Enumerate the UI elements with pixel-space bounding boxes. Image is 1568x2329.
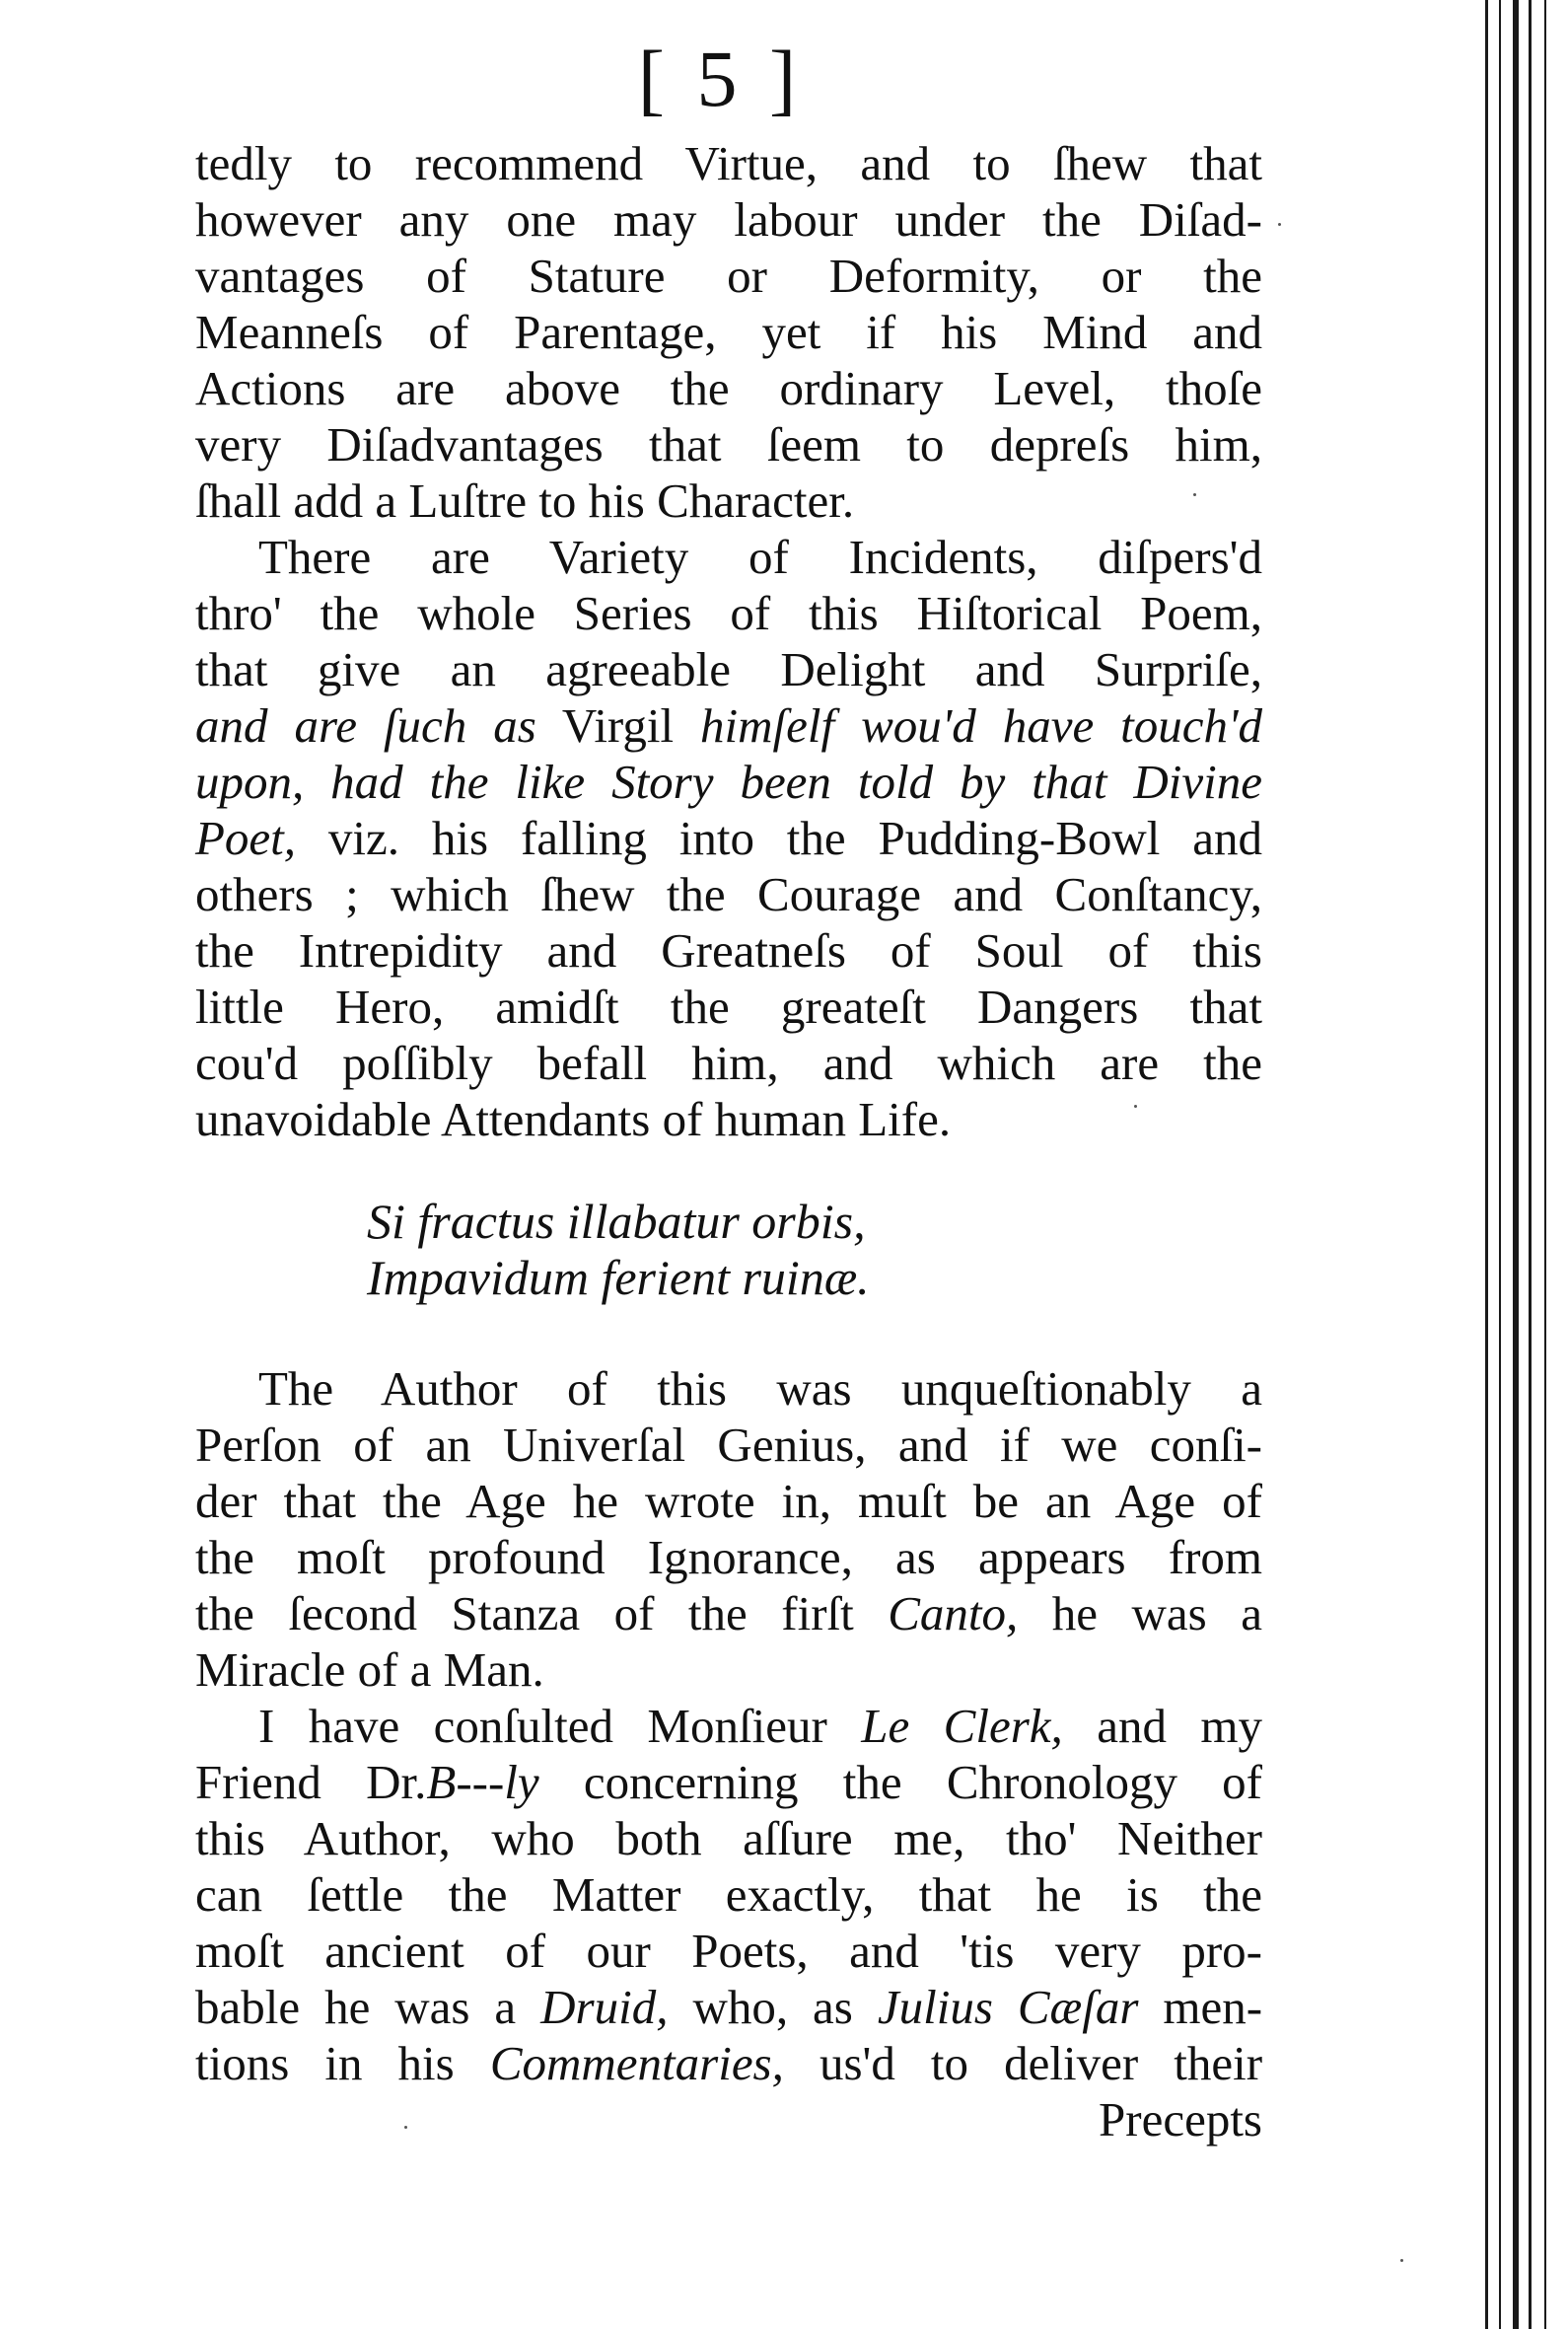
quote-line: Impavidum ferient ruinæ. bbox=[367, 1250, 870, 1305]
roman-text: Virgil bbox=[561, 698, 675, 753]
roman-text: viz. his falling into the Pudding-Bowl and bbox=[327, 811, 1263, 865]
text-line: ſhall add a Luſtre to his Character. bbox=[195, 473, 855, 528]
text-line bbox=[195, 698, 1262, 754]
roman-text: who, as bbox=[692, 1980, 853, 2034]
text-line: the Intrepidity and Greatneſs of Soul of this bbox=[195, 923, 1262, 978]
text-line: der that the Age he wrote in, muſt be an Age of bbox=[195, 1474, 1262, 1528]
italic-text: Commentaries, bbox=[489, 2036, 784, 2090]
roman-text: the ſecond Stanza of the firſt bbox=[195, 1586, 854, 1640]
scan-speck bbox=[1134, 1105, 1137, 1108]
quote-line: Si fractus illabatur orbis, bbox=[367, 1194, 866, 1249]
text-line: Actions are above the ordinary Level, thoſe bbox=[195, 361, 1262, 415]
text-line: There are Variety of Incidents, diſpers'd bbox=[258, 530, 1262, 584]
scan-speck bbox=[404, 2126, 407, 2129]
text-line bbox=[195, 2036, 1262, 2091]
italic-text: Poet, bbox=[195, 811, 297, 865]
roman-text: tions in his bbox=[195, 2036, 455, 2090]
scan-speck bbox=[1193, 493, 1196, 496]
text-line: the moſt profound Ignorance, as appears from bbox=[195, 1530, 1262, 1584]
roman-text: he was a bbox=[1051, 1586, 1262, 1640]
text-line: vantages of Stature or Deformity, or the bbox=[195, 249, 1262, 303]
roman-text: bable he was a bbox=[195, 1980, 517, 2034]
roman-text: I have conſulted Monſieur bbox=[258, 1699, 827, 1753]
text-line: that give an agreeable Delight and Surpriſe, bbox=[195, 642, 1262, 696]
roman-text: men- bbox=[1163, 1980, 1263, 2034]
text-line: others ; which ſhew the Courage and Conſtancy, bbox=[195, 867, 1262, 921]
roman-text: and my bbox=[1097, 1699, 1263, 1753]
text-line: little Hero, amidſt the greateſt Dangers that bbox=[195, 980, 1262, 1034]
scan-speck bbox=[1278, 223, 1281, 226]
italic-text: Julius Cæſar bbox=[877, 1980, 1139, 2034]
text-line bbox=[195, 1755, 1262, 1810]
text-line: this Author, who both aſſure me, tho' Neither bbox=[195, 1811, 1262, 1865]
text-line: however any one may labour under the Diſad- bbox=[195, 192, 1262, 247]
text-line: Meanneſs of Parentage, yet if his Mind and bbox=[195, 305, 1262, 359]
page-number: [ 5 ] bbox=[637, 34, 803, 123]
binding-edge-line bbox=[1499, 0, 1501, 2329]
text-line: can ſettle the Matter exactly, that he is the bbox=[195, 1867, 1262, 1922]
text-line: moſt ancient of our Poets, and 'tis very pro- bbox=[195, 1924, 1262, 1978]
italic-text: Druid, bbox=[540, 1980, 669, 2034]
italic-text: B---ly bbox=[426, 1755, 539, 1809]
catchword: Precepts bbox=[1099, 2092, 1262, 2147]
roman-text: concerning the Chronology of bbox=[583, 1755, 1262, 1809]
binding-edge-line bbox=[1485, 0, 1488, 2329]
text-line: upon, had the like Story been told by that Divine bbox=[195, 755, 1262, 809]
text-line bbox=[195, 1586, 1262, 1641]
text-line bbox=[195, 811, 1262, 866]
italic-text: Le Clerk, bbox=[861, 1699, 1063, 1753]
text-line bbox=[195, 1980, 1262, 2035]
text-line: The Author of this was unqueſtionably a bbox=[258, 1361, 1262, 1416]
text-line: Miracle of a Man. bbox=[195, 1642, 544, 1697]
text-line: very Diſadvantages that ſeem to depreſs him, bbox=[195, 417, 1262, 472]
binding-edge-line bbox=[1513, 0, 1519, 2329]
roman-text: us'd to deliver their bbox=[819, 2036, 1263, 2090]
scan-speck bbox=[1400, 2259, 1403, 2262]
italic-text: himſelf wou'd have touch'd bbox=[700, 698, 1262, 753]
binding-edge-line bbox=[1544, 0, 1546, 2329]
italic-text: and are ſuch as bbox=[195, 698, 536, 753]
text-line: Perſon of an Univerſal Genius, and if we conſi- bbox=[195, 1418, 1262, 1472]
text-line: thro' the whole Series of this Hiſtorical Poem, bbox=[195, 586, 1262, 640]
text-line: unavoidable Attendants of human Life. bbox=[195, 1092, 952, 1146]
text-line: tedly to recommend Virtue, and to ſhew that bbox=[195, 136, 1262, 190]
text-line: cou'd poſſibly befall him, and which are the bbox=[195, 1036, 1262, 1090]
italic-text: Canto, bbox=[888, 1586, 1019, 1640]
roman-text: Friend Dr. bbox=[195, 1755, 427, 1809]
binding-edge-line bbox=[1529, 0, 1532, 2329]
text-line bbox=[258, 1699, 1262, 1754]
